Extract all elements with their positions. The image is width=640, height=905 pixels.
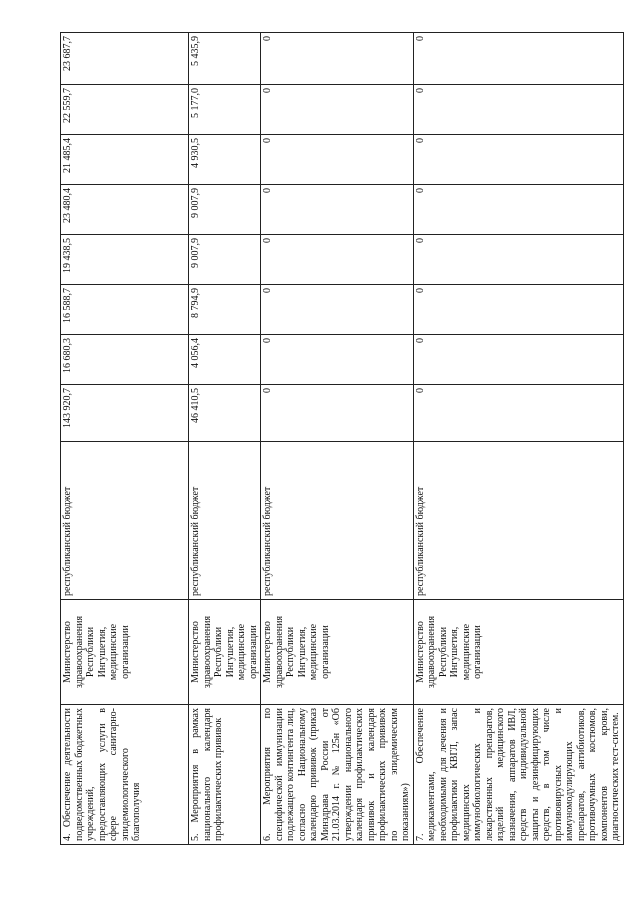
year-value-cell: 5 435,9: [189, 33, 261, 85]
executor-cell: Министерство здравоохранения Республики Ингушетия, медицинские организации: [413, 600, 623, 705]
table-row: [61, 33, 189, 845]
year-value-cell: 23 480,4: [61, 185, 189, 235]
year-value-cell: 5 177,0: [189, 85, 261, 135]
year-value-cell: 4 930,5: [189, 135, 261, 185]
activity-name-cell: 7. Обеспечение медикаментами, необходимыми для лечения и профилактики КВГЛ, запас медицинских иммунобиологических и лекарственных препаратов, изделий медицинского назначения, аппаратов ИВЛ, средств индивидуальной защиты и дезинфицирующих средств, в том числе противовирусных и иммуномодулирующих препаратов, антибиотиков, противочумных костюмов, компонентов крови, диагностических тест-систем.: [413, 705, 623, 845]
activity-name-cell: 5. Мероприятия в рамках национального календаря профилактических прививок: [189, 705, 261, 845]
year-value-cell: 19 438,5: [61, 235, 189, 285]
activity-name-cell: 6. Мероприятия по специфической иммунизации подлежащего контингента лиц, согласно Национальному календарю прививок (приказ Минздрава России от 21.03.2014 г. № 125н «Об утверждении национального календаря профилактических прививок и календаря профилактических прививок по эпидемическим показаниям»): [261, 705, 414, 845]
funding-table: [60, 32, 624, 845]
year-value-cell: 0: [413, 285, 623, 335]
funding-source-cell: республиканский бюджет: [413, 442, 623, 600]
year-value-cell: 0: [261, 85, 414, 135]
total-value-cell: 143 920,7: [61, 385, 189, 442]
year-value-cell: 8 794,9: [189, 285, 261, 335]
table-row: [261, 33, 414, 845]
year-value-cell: 0: [413, 185, 623, 235]
year-value-cell: 0: [261, 185, 414, 235]
year-value-cell: 16 680,3: [61, 335, 189, 385]
year-value-cell: 0: [261, 135, 414, 185]
year-value-cell: 0: [413, 335, 623, 385]
total-value-cell: 0: [413, 385, 623, 442]
executor-cell: Министерство здравоохранения Республики Ингушетия, медицинские организации: [189, 600, 261, 705]
year-value-cell: 0: [413, 85, 623, 135]
activity-name-cell: 4. Обеспечение деятельности подведомственных бюджетных учреждений, предоставляющих услуги в сфере санитарно-эпидемиологического благополучия: [61, 705, 189, 845]
funding-source-cell: республиканский бюджет: [261, 442, 414, 600]
year-value-cell: 0: [413, 33, 623, 85]
year-value-cell: 0: [261, 285, 414, 335]
funding-source-cell: республиканский бюджет: [189, 442, 261, 600]
year-value-cell: 16 588,7: [61, 285, 189, 335]
year-value-cell: 0: [261, 235, 414, 285]
table-row: [413, 33, 623, 845]
year-value-cell: 23 687,7: [61, 33, 189, 85]
total-value-cell: 46 410,5: [189, 385, 261, 442]
year-value-cell: 0: [261, 33, 414, 85]
rotated-page: [60, 33, 621, 845]
year-value-cell: 0: [413, 135, 623, 185]
table-row: [189, 33, 261, 845]
year-value-cell: 21 485,4: [61, 135, 189, 185]
year-value-cell: 9 007,9: [189, 185, 261, 235]
total-value-cell: 0: [261, 385, 414, 442]
executor-cell: Министерство здравоохранения Республики Ингушетия, медицинские организации: [261, 600, 414, 705]
funding-source-cell: республиканский бюджет: [61, 442, 189, 600]
year-value-cell: 22 559,7: [61, 85, 189, 135]
year-value-cell: 0: [261, 335, 414, 385]
year-value-cell: 9 007,9: [189, 235, 261, 285]
year-value-cell: 0: [413, 235, 623, 285]
executor-cell: Министерство здравоохранения Республики Ингушетия, медицинские организации: [61, 600, 189, 705]
table-body: [61, 33, 624, 845]
year-value-cell: 4 056,4: [189, 335, 261, 385]
